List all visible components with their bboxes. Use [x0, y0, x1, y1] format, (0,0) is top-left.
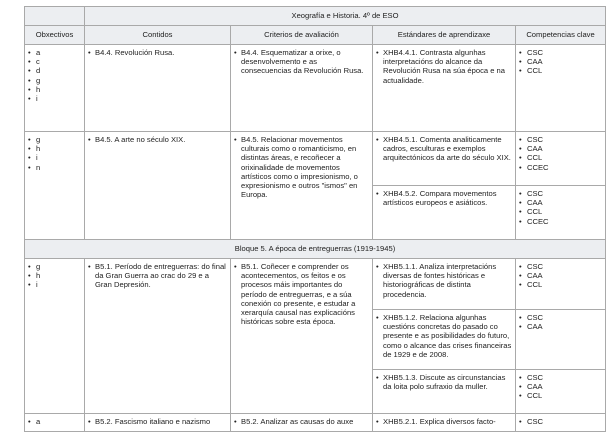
competences-cell [516, 259, 606, 310]
criteria-cell [231, 45, 373, 132]
competences-cell [516, 186, 606, 240]
content-cell [85, 259, 231, 414]
criteria-text: • B4.5. Relacionar movementos culturais como o romanticismo, en distintas áreas, e recoñecer a orixinalidade de movementos artísticos como o impresionismo, o expresionismo e outros "ismos" en Europa. [234, 135, 369, 199]
column-header-contents: Contidos [85, 26, 231, 45]
table-row [25, 132, 606, 186]
objective-item: • h [28, 271, 81, 280]
objective-item: • i [28, 94, 81, 103]
competence-item: • CCEC [519, 163, 602, 172]
column-header-objectives: Obxectivos [25, 26, 85, 45]
objective-item: • i [28, 280, 81, 289]
column-header-criteria: Criterios de avaliación [231, 26, 373, 45]
competence-item: • CAA [519, 322, 602, 331]
standard-cell [373, 132, 516, 186]
competences-cell [516, 45, 606, 132]
competence-item: • CAA [519, 144, 602, 153]
competence-item: • CCL [519, 280, 602, 289]
objective-item: • i [28, 153, 81, 162]
criteria-text: • B4.4. Esquematizar a orixe, o desenvolvemento e as consecuencias da Revolución Rusa. [234, 48, 369, 76]
table-row [25, 45, 606, 132]
competence-item: • CSC [519, 313, 602, 322]
competence-item: • CAA [519, 382, 602, 391]
objectives-cell [25, 45, 85, 132]
objectives-cell [25, 259, 85, 414]
objective-item: • d [28, 66, 81, 75]
column-header-row [25, 26, 606, 45]
standard-cell [373, 310, 516, 370]
standard-text: • XHB5.1.2. Relaciona algunhas cuestións concretas do pasado co presente e as posibilidades do futuro, como o alcance das crises financeiras de 1929 e de 2008. [376, 313, 512, 359]
objective-item: • h [28, 85, 81, 94]
block-heading-row [25, 240, 606, 259]
objective-item: • g [28, 76, 81, 85]
competence-item: • CSC [519, 373, 602, 382]
standard-text: • XHB5.1.3. Discute as circunstancias da loita polo sufraxio da muller. [376, 373, 512, 391]
competence-item: • CCL [519, 66, 602, 75]
competences-cell [516, 414, 606, 432]
objectives-cell [25, 132, 85, 240]
competence-item: • CSC [519, 262, 602, 271]
blank-corner-cell [25, 7, 85, 26]
criteria-cell [231, 132, 373, 240]
standard-text: • XHB4.4.1. Contrasta algunhas interpretacións do alcance da Revolución Rusa na súa época e na actualidade. [376, 48, 512, 85]
competences-cell [516, 370, 606, 414]
objective-item: • c [28, 57, 81, 66]
objective-item: • a [28, 48, 81, 57]
competence-item: • CSC [519, 48, 602, 57]
competence-item: • CAA [519, 57, 602, 66]
table-row [25, 414, 606, 432]
column-header-standards: Estándares de aprendizaxe [373, 26, 516, 45]
standard-text: • XHB4.5.2. Compara movementos artísticos europeos e asiáticos. [376, 189, 512, 207]
competence-item: • CSC [519, 135, 602, 144]
competences-cell [516, 132, 606, 186]
competence-item: • CSC [519, 189, 602, 198]
content-cell [85, 414, 231, 432]
column-header-competences: Competencias clave [516, 26, 606, 45]
content-cell [85, 45, 231, 132]
objective-item: • a [28, 417, 81, 426]
standard-cell [373, 414, 516, 432]
curriculum-table [24, 6, 606, 432]
standard-cell [373, 45, 516, 132]
standard-cell [373, 259, 516, 310]
competence-item: • CCL [519, 391, 602, 400]
competence-item: • CCL [519, 153, 602, 162]
block-heading: Bloque 5. A época de entreguerras (1919-1945) [25, 240, 606, 259]
standard-cell [373, 186, 516, 240]
content-text: • B4.4. Revolución Rusa. [88, 48, 227, 57]
criteria-cell [231, 259, 373, 414]
objective-item: • h [28, 144, 81, 153]
standard-text: • XHB5.1.1. Analiza interpretacións diversas de fontes históricas e historiográficas de distinta procedencia. [376, 262, 512, 299]
objective-item: • g [28, 135, 81, 144]
criteria-text: • B5.1. Coñecer e comprender os acontecementos, os feitos e os procesos máis importantes do período de entreguerras, e a súa conexión co presente, e estudar a xerarquía causal nas explicacións históricas sobre esta época. [234, 262, 369, 326]
standard-text: • XHB5.2.1. Explica diversos facto- [376, 417, 512, 426]
competence-item: • CAA [519, 198, 602, 207]
content-text: • B4.5. A arte no século XIX. [88, 135, 227, 144]
criteria-cell [231, 414, 373, 432]
competence-item: • CCEC [519, 217, 602, 226]
content-cell [85, 132, 231, 240]
standard-cell [373, 370, 516, 414]
criteria-text: • B5.2. Analizar as causas do auxe [234, 417, 369, 426]
objective-item: • n [28, 163, 81, 172]
competences-cell [516, 310, 606, 370]
table-title-row [25, 7, 606, 26]
content-text: • B5.1. Período de entreguerras: do final da Gran Guerra ao crac do 29 e a Gran Depresión. [88, 262, 227, 290]
competence-item: • CSC [519, 417, 602, 426]
content-text: • B5.2. Fascismo italiano e nazismo [88, 417, 227, 426]
standard-text: • XHB4.5.1. Comenta analiticamente cadros, esculturas e exemplos arquitectónicos da arte do século XIX. [376, 135, 512, 163]
objectives-cell [25, 414, 85, 432]
competence-item: • CAA [519, 271, 602, 280]
competence-item: • CCL [519, 207, 602, 216]
table-row [25, 259, 606, 310]
table-title: Xeografía e Historia. 4º de ESO [85, 7, 606, 26]
objective-item: • g [28, 262, 81, 271]
